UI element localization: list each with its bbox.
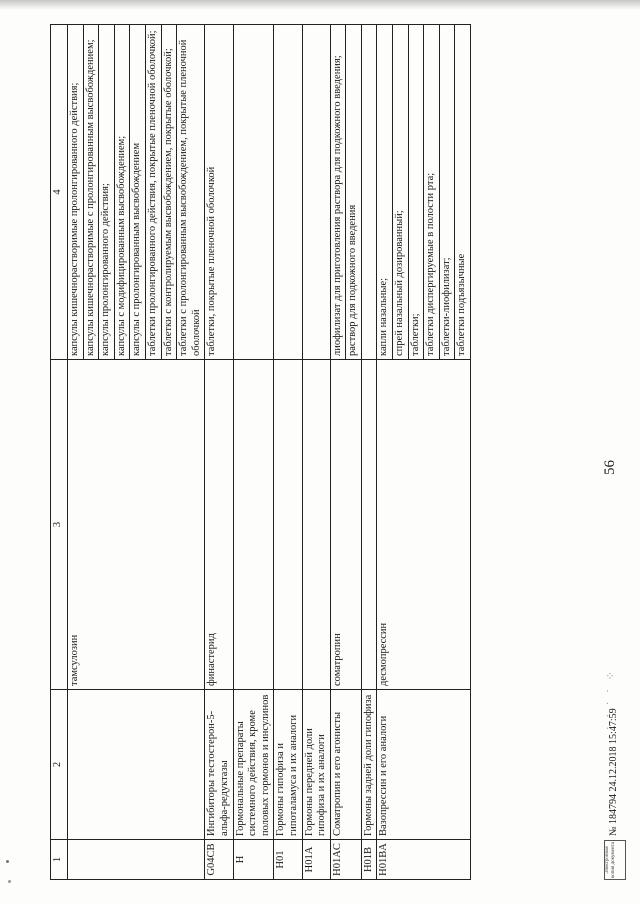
- column-number: 3: [51, 360, 68, 690]
- atc-group-name-cell: Ингибиторы тестостерон-5-альфа-редуктазы: [205, 690, 233, 840]
- dosage-forms-cell: [330, 25, 361, 360]
- dosage-forms-cell: [361, 25, 377, 360]
- table-row: [233, 25, 274, 880]
- inn-cell: тамсулозин: [68, 360, 205, 690]
- dosage-form: таблетки с пролонгированным высвобождением, покрытые пленочной оболочкой: [178, 39, 202, 356]
- dosage-forms-cell: [68, 25, 205, 360]
- column-number: 1: [51, 840, 68, 880]
- table-row: [361, 25, 377, 880]
- dosage-forms-cell: [205, 25, 233, 360]
- page-footer: [598, 480, 638, 880]
- column-number: 2: [51, 690, 68, 840]
- table-row: [377, 25, 471, 880]
- dosage-forms-cell: [302, 25, 330, 360]
- electronic-copy-stamp: Электронная копия документа: [604, 840, 626, 880]
- dosage-form: капсулы кишечнорастворимые пролонгированного действия;: [68, 25, 84, 359]
- table-body: [51, 25, 471, 880]
- dosage-form: лиофилизат для приготовления раствора для подкожного введения;: [331, 25, 347, 359]
- inn-cell: [361, 360, 377, 690]
- atc-code-cell: H01AC: [330, 840, 361, 880]
- page-number: 56: [602, 460, 618, 475]
- dosage-form: [274, 25, 289, 359]
- atc-group-name-cell: Гормоны задней доли гипофиза: [361, 690, 377, 840]
- table-row: [68, 25, 205, 880]
- inn-cell: [233, 360, 274, 690]
- dosage-form: таблетки пролонгированного действия, покрытые пленочной оболочкой;: [146, 25, 162, 359]
- dosage-form: таблетки-лиофилизат;: [440, 25, 456, 359]
- dosage-form: капли назальные;: [377, 25, 393, 359]
- atc-group-name-cell: [68, 690, 205, 840]
- dosage-form: таблетки диспергируемые в полости рта;: [424, 25, 440, 359]
- dosage-form: капсулы с модифицированным высвобождением;: [115, 25, 131, 359]
- atc-code-cell: H01B: [361, 840, 377, 880]
- dosage-form: таблетки с контролируемым высвобождением, покрытые оболочкой;: [162, 25, 178, 359]
- inn-cell: финастерид: [205, 360, 233, 690]
- dosage-form: [234, 25, 249, 359]
- atc-code-cell: G04CB: [205, 840, 233, 880]
- atc-code-cell: H01: [274, 840, 302, 880]
- drug-register-table: [50, 24, 471, 880]
- atc-group-name-cell: Вазопрессин и его аналоги: [377, 690, 471, 840]
- atc-group-name-cell: Гормоны передней доли гипофиза и их аналоги: [302, 690, 330, 840]
- table-row: [205, 25, 233, 880]
- dosage-form: таблетки;: [409, 25, 425, 359]
- table-row: [302, 25, 330, 880]
- inn-cell: [274, 360, 302, 690]
- table-row: [330, 25, 361, 880]
- dosage-forms-cell: [274, 25, 302, 360]
- atc-code-cell: [68, 840, 205, 880]
- dosage-form: капсулы с пролонгированным высвобождением: [130, 25, 146, 359]
- atc-code-cell: H: [233, 840, 274, 880]
- atc-group-name-cell: Соматропин и его агонисты: [330, 690, 361, 840]
- inn-cell: десмопрессин: [377, 360, 471, 690]
- dosage-forms-cell: [233, 25, 274, 360]
- column-number: 4: [51, 25, 68, 360]
- scan-marks: ˙ ˙ ˙ ˙ ⁘: [605, 668, 617, 730]
- dosage-form: [303, 25, 318, 359]
- atc-group-name-cell: Гормональные препараты системного действия, кроме половых гормонов и инсулинов: [233, 690, 274, 840]
- dosage-forms-cell: [377, 25, 471, 360]
- dosage-form: таблетки подъязычные: [456, 253, 468, 356]
- atc-group-name-cell: Гормоны гипофиза и гипоталамуса и их аналоги: [274, 690, 302, 840]
- column-number-row: [51, 25, 68, 880]
- table-row: [274, 25, 302, 880]
- atc-code-cell: H01A: [302, 840, 330, 880]
- dosage-form: [362, 25, 377, 359]
- document-id: № 184794 24.12.2018 15:47:59: [608, 708, 619, 836]
- inn-cell: [302, 360, 330, 690]
- inn-cell: соматропин: [330, 360, 361, 690]
- atc-code-cell: H01BA: [377, 840, 471, 880]
- dosage-form: капсулы кишечнорастворимые с пролонгированным высвобождением;: [84, 25, 100, 359]
- dosage-form: спрей назальный дозированный;: [393, 25, 409, 359]
- dosage-form: раствор для подкожного введения: [347, 204, 359, 356]
- dosage-form: капсулы пролонгированного действия;: [99, 25, 115, 359]
- dosage-form: таблетки, покрытые пленочной оболочкой: [206, 166, 218, 356]
